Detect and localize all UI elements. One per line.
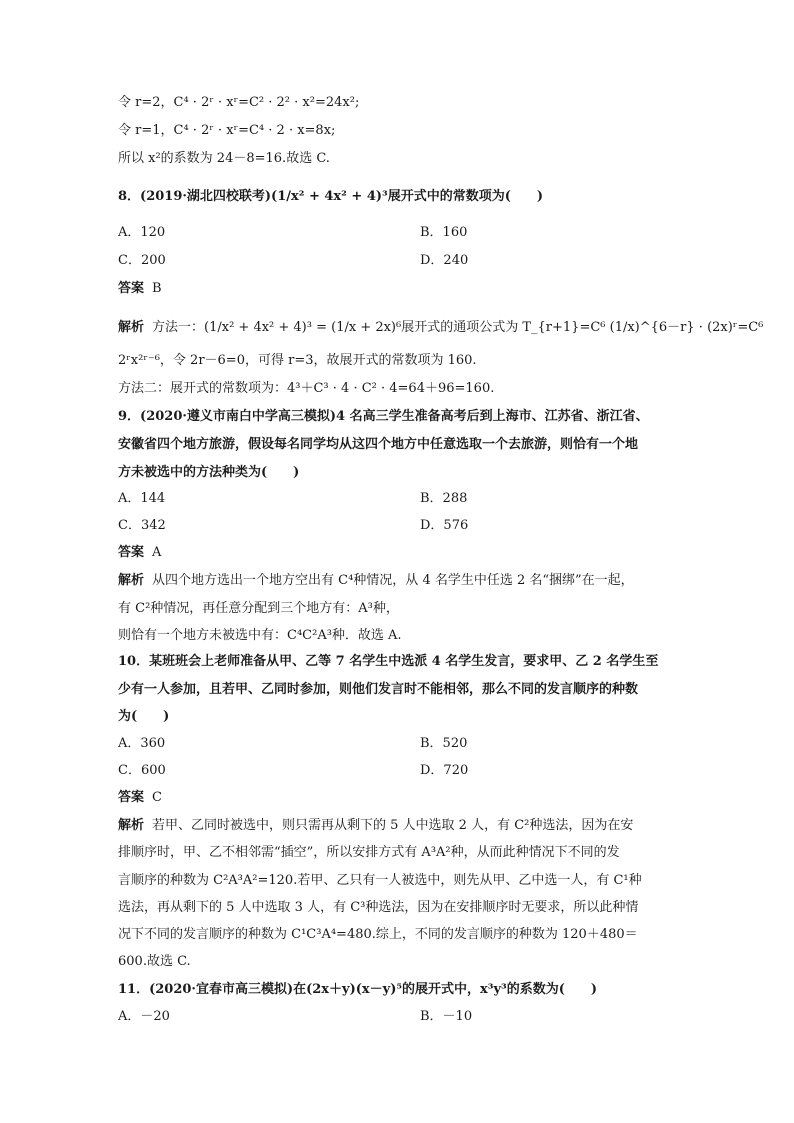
question-10-answer	[118, 788, 162, 808]
question-8-option-a: A．120	[118, 225, 166, 240]
question-10-analysis-line-5: 况下不同的发言顺序的种数为 C¹C³A⁴=480.综上，不同的发言顺序的种数为 120＋480＝	[118, 927, 638, 942]
question-9-analysis-line-3: 则恰有一个地方未被选中有：C⁴C²A³种．故选 A.	[118, 628, 402, 643]
question-9-analysis-line-1	[118, 571, 634, 591]
question-10-stem-line-3: 为( )	[118, 709, 170, 724]
analysis-label: 解析	[118, 320, 145, 335]
question-8-analysis-line-1	[118, 318, 763, 338]
question-10-stem-line-1: 10．某班班会上老师准备从甲、乙等 7 名学生中选派 4 名学生发言，要求甲、乙 2 名学生至	[118, 654, 659, 669]
question-9-stem-line-3: 方未被选中的方法种类为( )	[118, 465, 300, 480]
analysis-text: 若甲、乙同时被选中，则只需再从剩下的 5 人中选取 2 人，有 C²种选法，因为在安	[152, 818, 634, 833]
answer-value: B	[152, 281, 162, 296]
prev-solution-line-1: 令 r=2，C⁴ · 2ʳ · xʳ=C² · 2² · x²=24x²;	[118, 95, 360, 110]
answer-label: 答案	[118, 790, 145, 805]
prev-solution-line-3: 所以 x²的系数为 24－8=16.故选 C.	[118, 151, 330, 166]
question-8-analysis-line-2: 2ʳx²ʳ⁻⁶，令 2r－6=0，可得 r=3，故展开式的常数项为 160.	[118, 353, 477, 368]
question-11-option-a: A．－20	[118, 1009, 170, 1024]
question-11-stem: 11．(2020·宜春市高三模拟)在(2x＋y)(x－y)⁵的展开式中，x³y³的系数为( )	[118, 982, 598, 997]
question-11-option-b: B．－10	[420, 1009, 473, 1024]
question-9-analysis-line-2: 有 C²种情况，再任意分配到三个地方有：A³种，	[118, 601, 399, 616]
question-9-answer	[118, 543, 161, 563]
analysis-label: 解析	[118, 573, 145, 588]
answer-label: 答案	[118, 281, 145, 296]
question-9-stem-line-2: 安徽省四个地方旅游，假设每名同学均从这四个地方中任意选取一个去旅游，则恰有一个地	[118, 437, 639, 452]
analysis-label: 解析	[118, 818, 145, 833]
question-8-option-c: C．200	[118, 253, 166, 268]
analysis-text: 方法一：(1/x² + 4x² + 4)³ = (1/x + 2x)⁶展开式的通项公式为 T_{r+1}=C⁶ (1/x)^{6－r} · (2x)ʳ=C⁶	[152, 320, 764, 335]
question-9-option-b: B．288	[420, 491, 468, 506]
answer-value: C	[152, 790, 162, 805]
question-10-analysis-line-1	[118, 816, 633, 836]
question-10-option-b: B．520	[420, 736, 468, 751]
question-8-stem: 8．(2019·湖北四校联考)(1/x² + 4x² + 4)³展开式中的常数项为( )	[118, 189, 544, 204]
analysis-text: 从四个地方选出一个地方空出有 C⁴种情况，从 4 名学生中任选 2 名“捆绑”在一起，	[152, 573, 634, 588]
question-9-option-c: C．342	[118, 518, 166, 533]
question-10-option-d: D．720	[420, 763, 469, 778]
question-10-analysis-line-6: 600.故选 C.	[118, 954, 191, 969]
answer-label: 答案	[118, 545, 145, 560]
question-10-analysis-line-2: 排顺序时，甲、乙不相邻需“插空”，所以安排方式有 A³A²种，从而此种情况下不同的发	[118, 845, 620, 860]
question-8-option-b: B．160	[420, 225, 468, 240]
question-9-stem-line-1: 9．(2020·遵义市南白中学高三模拟)4 名高三学生准备高考后到上海市、江苏省、浙江省、	[118, 409, 649, 424]
answer-value: A	[152, 545, 162, 560]
question-8-analysis-line-3: 方法二：展开式的常数项为：4³＋C³ · 4 · C² · 4=64＋96=160.	[118, 381, 495, 396]
question-8-answer	[118, 279, 162, 299]
question-9-option-d: D．576	[420, 518, 469, 533]
prev-solution-line-2: 令 r=1，C⁴ · 2ʳ · xʳ=C⁴ · 2 · x=8x;	[118, 123, 336, 138]
question-10-analysis-line-4: 选法，再从剩下的 5 人中选取 3 人，有 C³种选法，因为在安排顺序时无要求，所以此种情	[118, 900, 639, 915]
question-10-stem-line-2: 少有一人参加，且若甲、乙同时参加，则他们发言时不能相邻，那么不同的发言顺序的种数	[118, 682, 639, 697]
question-8-option-d: D．240	[420, 253, 469, 268]
question-9-option-a: A．144	[118, 491, 166, 506]
question-10-option-a: A．360	[118, 736, 166, 751]
question-10-analysis-line-3: 言顺序的种数为 C²A³A²=120.若甲、乙只有一人被选中，则先从甲、乙中选一人，有 C¹种	[118, 873, 642, 888]
question-10-option-c: C．600	[118, 763, 166, 778]
